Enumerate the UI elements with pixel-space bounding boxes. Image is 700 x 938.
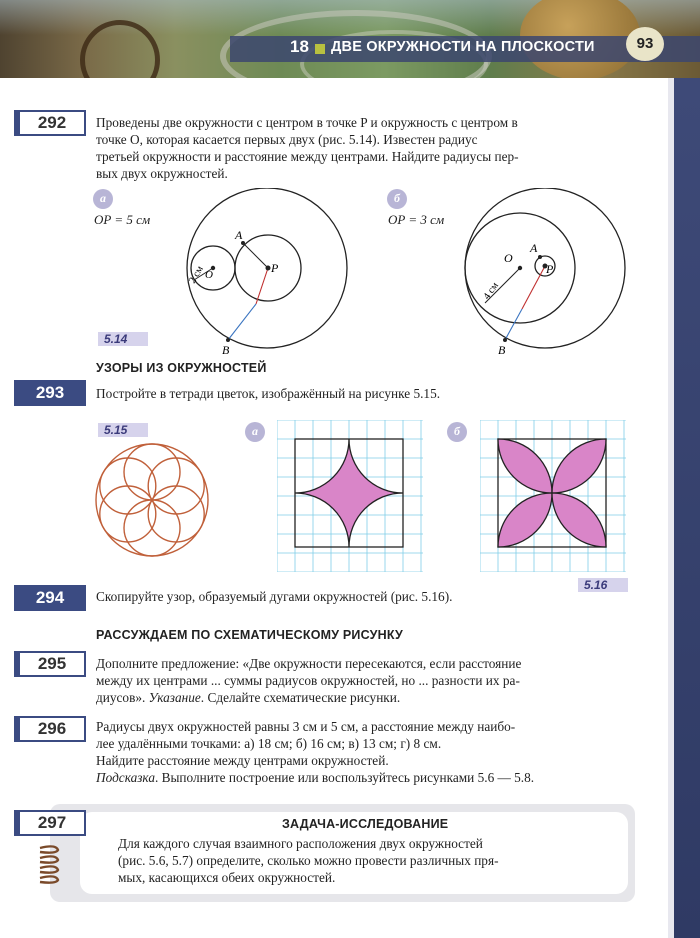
figure-514a-diagram xyxy=(180,188,355,358)
problem-295-text xyxy=(96,655,626,706)
problem-295-line-1: Дополните предложение: «Две окружности пересекаются, если расстояние xyxy=(96,656,522,671)
label-a-a: A xyxy=(235,228,243,242)
problem-296-badge: 296 xyxy=(14,716,86,742)
figure-514b-diagram xyxy=(460,188,630,358)
figure-516b-grid xyxy=(480,420,626,572)
right-sidebar xyxy=(668,78,700,938)
figure-514a-equation xyxy=(94,212,150,228)
problem-296-line-2: лее удалёнными точками: а) 18 см; б) 16 см; в) 13 см; г) 8 см. xyxy=(96,736,442,751)
problem-294-badge: 294 xyxy=(14,585,86,611)
problem-297-line-3: мых, касающихся обеих окружностей. xyxy=(118,870,336,885)
problem-297-line-1: Для каждого случая взаимного расположения двух окружностей xyxy=(118,836,483,851)
chapter-number: 18 xyxy=(290,37,309,56)
figure-516a-grid xyxy=(277,420,423,572)
problem-293-badge: 293 xyxy=(14,380,86,406)
problem-295-line-3c: . Сделайте схематические рисунки. xyxy=(200,690,401,705)
figure-516b-leaf-1 xyxy=(498,439,552,493)
point-o-b xyxy=(518,266,522,270)
figure-516b-leaf-4 xyxy=(552,493,606,547)
label-p-b: P xyxy=(546,262,554,276)
problem-297-line-2: (рис. 5.6, 5.7) определите, сколько можно провести различных пря- xyxy=(118,853,499,868)
square-bullet-icon xyxy=(315,44,325,54)
figure-514b-eq-text: OP = 3 см xyxy=(388,212,445,227)
problem-295-hint-label: Указание xyxy=(148,690,201,705)
label-b-a: B xyxy=(222,343,230,357)
section-heading-patterns: УЗОРЫ ИЗ ОКРУЖНОСТЕЙ xyxy=(96,361,267,375)
problem-295-line-3a: диусов». xyxy=(96,690,149,705)
problem-297-text xyxy=(118,835,618,886)
radius-blue-b xyxy=(505,309,522,340)
label-o-b: O xyxy=(504,251,513,265)
point-p-a xyxy=(266,266,271,271)
page-number: 93 xyxy=(626,27,664,61)
figure-516a-star xyxy=(295,439,403,547)
section-heading-reasoning: РАССУЖДАЕМ ПО СХЕМАТИЧЕСКОМУ РИСУНКУ xyxy=(96,628,403,642)
problem-295-line-3 xyxy=(96,689,626,706)
problem-293-text: Постройте в тетради цветок, изображённый на рисунке 5.15. xyxy=(96,386,441,401)
figure-514a-marker: а xyxy=(93,189,113,209)
point-b-b xyxy=(503,338,507,342)
point-b-a xyxy=(226,338,230,342)
problem-296-line-4b: . Выполните построение или воспользуйтесь рисунками 5.6 — 5.8. xyxy=(154,770,535,785)
label-o-a: O xyxy=(205,269,213,281)
label-p-a: P xyxy=(271,261,279,275)
problem-295-line-2: между их центрами ... суммы радиусов окружностей, но ... разности их ра- xyxy=(96,673,520,688)
research-task-heading: ЗАДАЧА-ИССЛЕДОВАНИЕ xyxy=(282,817,449,831)
radius-red-b xyxy=(522,266,545,309)
figure-516a-marker: а xyxy=(245,422,265,442)
figure-516b-leaf-3 xyxy=(498,493,552,547)
problem-296-line-3: Найдите расстояние между центрами окружностей. xyxy=(96,753,389,768)
spiral-binding-icon xyxy=(36,842,62,888)
problem-292-line-2: точке O, которая касается первых двух (рис. 5.14). Известен радиус xyxy=(96,132,478,147)
figure-515-caption: 5.15 xyxy=(98,423,148,437)
label-4cm: 4 см xyxy=(481,280,501,302)
label-a-b: A xyxy=(530,241,538,255)
figure-514a-eq-text: OP = 5 см xyxy=(94,212,151,227)
problem-294-text: Скопируйте узор, образуемый дугами окружностей (рис. 5.16). xyxy=(96,589,453,604)
figure-516b-leaf-2 xyxy=(552,439,606,493)
problem-296-line-4 xyxy=(96,769,626,786)
radius-blue-a xyxy=(228,304,256,340)
figure-514-caption: 5.14 xyxy=(98,332,148,346)
problem-296-line-1: Радиусы двух окружностей равны 3 см и 5 см, а расстояние между наибо- xyxy=(96,719,516,734)
header-banner xyxy=(0,0,700,78)
problem-297-badge: 297 xyxy=(14,810,86,836)
problem-292-line-1: Проведены две окружности с центром в точке P и окружность с центром в xyxy=(96,115,518,130)
problem-292-text xyxy=(96,114,626,182)
figure-516b-marker: б xyxy=(447,422,467,442)
figure-516-caption: 5.16 xyxy=(578,578,628,592)
label-b-b: B xyxy=(498,343,506,357)
figure-514b-marker: б xyxy=(387,189,407,209)
figure-515-flower xyxy=(92,440,212,560)
radius-line-a xyxy=(243,243,268,268)
problem-292-line-3: третьей окружности и расстояние между центрами. Найдите радиусы пер- xyxy=(96,149,519,164)
point-a-b xyxy=(538,255,542,259)
label-2cm: 2 см xyxy=(187,264,206,286)
figure-514b-equation xyxy=(388,212,444,228)
problem-295-badge: 295 xyxy=(14,651,86,677)
problem-296-text xyxy=(96,718,626,786)
chapter-title: ДВЕ ОКРУЖНОСТИ НА ПЛОСКОСТИ xyxy=(331,39,595,55)
radius-red-a xyxy=(256,268,268,304)
problem-292-line-4: вых двух окружностей. xyxy=(96,166,228,181)
problem-292-badge: 292 xyxy=(14,110,86,136)
problem-296-hint-label: Подсказка xyxy=(96,770,155,785)
